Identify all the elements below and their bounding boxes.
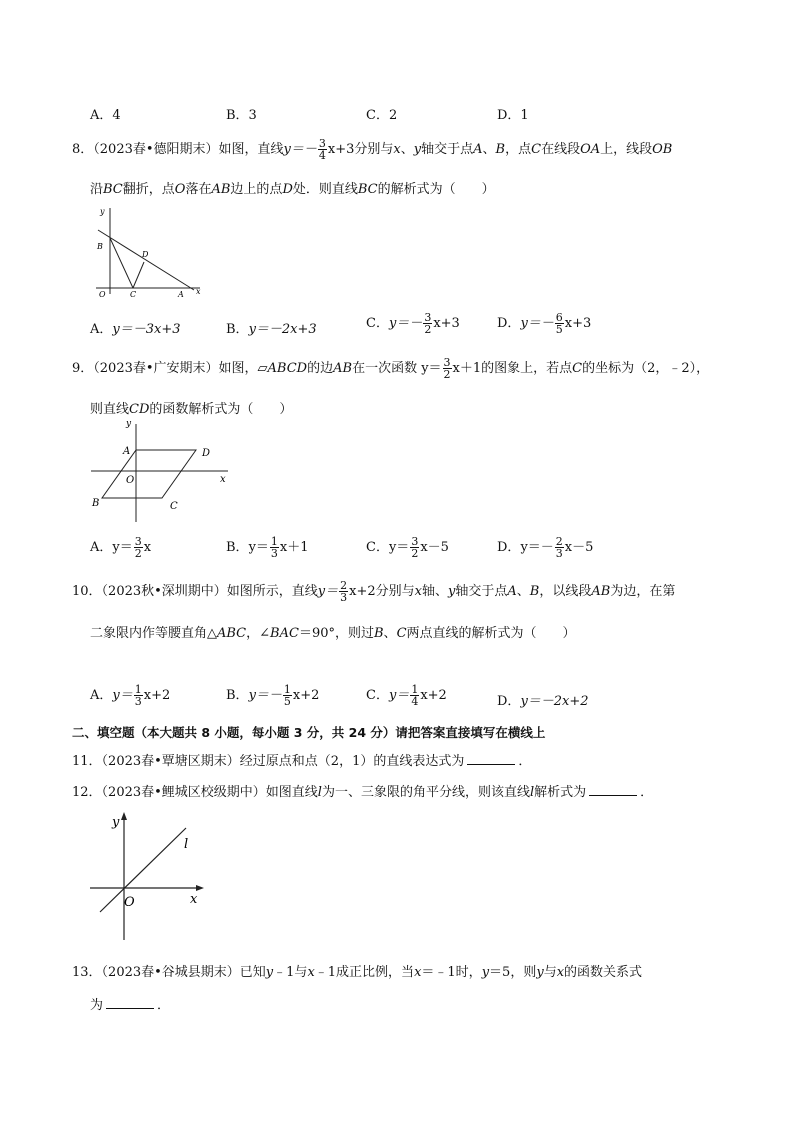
q8-segment-cd — [133, 262, 144, 288]
q12-label-l: l — [184, 837, 189, 852]
q9-option-d: D．y＝－ $\frac{2}{3}$ x－5 — [497, 535, 594, 560]
q8-stem-line1: 8．（2023春•德阳期末）如图，直线y＝－ $\frac{3}{4}$ x+3分别与x、y轴交于点A、B，点C在线段OA上，线段OB — [72, 137, 673, 162]
q12-x-arrow — [196, 885, 204, 891]
q8-option-b: B．y＝－2x+3 — [226, 322, 317, 337]
q8-label-x: x — [196, 287, 201, 296]
q10-option-d: D．y＝－2x+2 — [497, 694, 589, 709]
q9-stem-line1: 9．（2023春•广安期末）如图，▱ABCD的边AB在一次函数 y＝ $\frac{3}{2}$ x＋1的图象上，若点C的坐标为（2，﹣2）， — [72, 356, 710, 381]
q10-option-c: C．y＝ $\frac{1}{4}$ x+2 — [366, 683, 447, 708]
q8-label-c: C — [130, 290, 137, 299]
q10-stem-line2: 二象限内作等腰直角△ABC，∠BAC＝90°，则过B、C两点直线的解析式为（ ） — [90, 626, 576, 641]
q12-label-y: y — [112, 815, 120, 830]
q9-label-o: O — [126, 475, 135, 486]
q9-label-d: D — [202, 448, 211, 459]
q9-label-y: y — [126, 420, 132, 429]
q12-answer-blank[interactable] — [589, 794, 637, 796]
q10-option-b: B．y＝－ $\frac{1}{5}$ x+2 — [226, 683, 320, 708]
q9-label-a: A — [123, 446, 131, 457]
q8-label-a: A — [178, 290, 184, 299]
q13-answer-blank[interactable] — [106, 1007, 154, 1009]
q9-label-c: C — [170, 501, 178, 512]
q12-label-o: O — [124, 895, 135, 910]
section-heading-fill-in: 二、填空题（本大题共 8 小题，每小题 3 分，共 24 分）请把答案直接填写在横线上 — [72, 725, 546, 740]
q12-y-arrow — [121, 812, 127, 820]
q8-stem-line2: 沿BC翻折，点O落在AB边上的点D处．则直线BC的解析式为（ ） — [90, 182, 495, 197]
q8-segment-bc — [110, 238, 133, 288]
q7-option-c: C．2 — [366, 108, 398, 123]
q8-figure — [88, 202, 208, 300]
q12-label-x: x — [190, 892, 198, 907]
q8-option-a: A．y＝－3x+3 — [90, 322, 181, 337]
q9-option-c: C．y＝ $\frac{3}{2}$ x－5 — [366, 535, 449, 560]
q7-option-b: B．3 — [226, 108, 257, 123]
q10-stem-line1: 10．（2023秋•深圳期中）如图所示，直线y＝ $\frac{2}{3}$ x+2分别与x轴、y轴交于点A、B，以线段AB为边，在第 — [72, 579, 676, 604]
q9-option-a: A．y＝ $\frac{3}{2}$ x — [90, 535, 152, 560]
q12-line-l — [100, 828, 189, 912]
q8-label-b: B — [97, 242, 103, 251]
q11-answer-blank[interactable] — [467, 763, 515, 765]
q8-label-d: D — [142, 250, 149, 259]
q8-option-d: D．y＝－ $\frac{6}{5}$ x+3 — [497, 311, 592, 336]
q8-label-y: y — [100, 207, 105, 216]
q9-parallelogram — [102, 450, 196, 498]
q12-figure — [86, 810, 214, 944]
q9-stem-line2: 则直线CD的函数解析式为（ ） — [90, 402, 293, 417]
q13-stem-line2: 为 ． — [90, 998, 171, 1013]
q8-option-c: C．y＝－ $\frac{3}{2}$ x+3 — [366, 311, 460, 336]
q8-line-ab — [98, 230, 194, 290]
q7-option-a: A．4 — [90, 108, 121, 123]
q7-option-d: D．1 — [497, 108, 529, 123]
q12-stem: 12．（2023春•鲤城区校级期中）如图直线l为一、三象限的角平分线，则该直线l解析式为 ． — [72, 785, 654, 800]
q9-option-b: B．y＝ $\frac{1}{3}$ x＋1 — [226, 535, 309, 560]
q8-label-o: O — [99, 290, 106, 299]
q10-option-a: A．y＝ $\frac{1}{3}$ x+2 — [90, 683, 171, 708]
q9-label-b: B — [92, 498, 100, 509]
q9-figure — [88, 420, 236, 524]
q9-label-x: x — [220, 474, 226, 485]
q13-stem-line1: 13．（2023春•谷城县期末）已知y﹣1与x﹣1成正比例，当x＝﹣1时，y＝5，则y与x的函数关系式 — [72, 965, 643, 980]
q11-stem: 11．（2023春•覃塘区期末）经过原点和点（2，1）的直线表达式为 ． — [72, 754, 532, 769]
